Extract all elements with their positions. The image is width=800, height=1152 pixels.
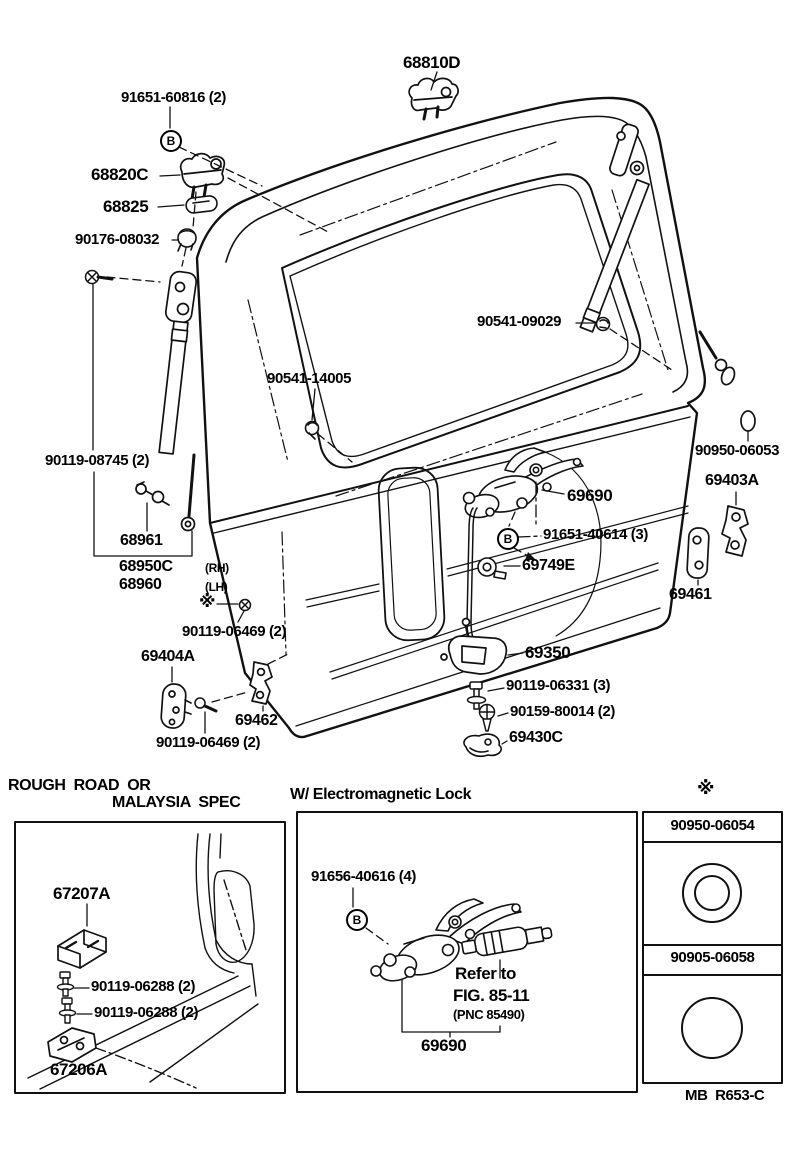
part-callout-em-lock-title: W/ Electromagnetic Lock xyxy=(290,786,472,803)
part-callout-90541-14005: 90541-14005 xyxy=(267,370,352,387)
part-callout-refer-to-3: (PNC 85490) xyxy=(453,1007,525,1022)
part-callout-69462: 69462 xyxy=(235,712,278,729)
part-callout-90119-08745: 90119-08745 (2) xyxy=(45,452,150,469)
part-callout-90119-06288-b: 90119-06288 (2) xyxy=(94,1004,199,1021)
part-callout-rough-road-1: ROUGH ROAD OR xyxy=(8,777,151,794)
circled-b-marker: B xyxy=(346,909,368,931)
part-callout-68810D: 68810D xyxy=(403,53,461,72)
part-callout-69404A: 69404A xyxy=(141,648,195,665)
part-callout-90119-06288-a: 90119-06288 (2) xyxy=(91,978,196,995)
part-callout-68960-lh: (LH) xyxy=(205,580,228,594)
part-callout-67207A: 67207A xyxy=(53,884,111,903)
part-callout-68825: 68825 xyxy=(103,197,149,216)
part-callout-68961: 68961 xyxy=(120,532,163,549)
part-callout-refer-to-1: Refer to xyxy=(455,964,517,983)
part-callout-90950-06054: 90950-06054 xyxy=(670,817,755,834)
part-callout-ref-mark-main: ※ xyxy=(199,592,216,612)
part-callout-ref-mark-box: ※ xyxy=(697,778,715,799)
part-callout-refer-to-2: FIG. 85-11 xyxy=(453,986,530,1005)
part-callout-rough-road-2: MALAYSIA SPEC xyxy=(112,794,241,811)
part-callout-69403A: 69403A xyxy=(705,472,759,489)
part-callout-69430C: 69430C xyxy=(509,729,563,746)
part-callout-69749E: 69749E xyxy=(522,557,575,574)
part-callout-68950C: 68950C xyxy=(119,558,173,575)
part-callout-90119-06469-b: 90119-06469 (2) xyxy=(156,734,261,751)
part-callout-68820C: 68820C xyxy=(91,165,149,184)
part-callout-91656-40616: 91656-40616 (4) xyxy=(311,868,416,885)
part-callout-90176-08032: 90176-08032 xyxy=(75,231,160,248)
part-callout-90119-06331: 90119-06331 (3) xyxy=(506,677,611,694)
circled-b-marker: B xyxy=(160,130,182,152)
part-callout-90541-09029: 90541-09029 xyxy=(477,313,562,330)
part-callout-67206A: 67206A xyxy=(50,1060,108,1079)
circled-b-marker: B xyxy=(497,528,519,550)
part-callout-69690-inset: 69690 xyxy=(421,1036,467,1055)
part-callout-drawing-code: MB R653-C xyxy=(685,1087,765,1104)
part-callout-90159-80014: 90159-80014 (2) xyxy=(510,703,615,720)
part-callout-69461: 69461 xyxy=(669,586,712,603)
part-callout-90119-06469-a: 90119-06469 (2) xyxy=(182,623,287,640)
part-callout-90950-06053: 90950-06053 xyxy=(695,442,780,459)
part-callout-69350: 69350 xyxy=(525,643,571,662)
part-callout-68960: 68960 xyxy=(119,576,162,593)
part-callout-90905-06058: 90905-06058 xyxy=(670,949,755,966)
part-callout-91651-40614: 91651-40614 (3) xyxy=(543,526,648,543)
part-callout-68950C-rh: (RH) xyxy=(205,561,229,575)
part-callout-91651-60816: 91651-60816 (2) xyxy=(121,89,226,106)
part-callout-69690: 69690 xyxy=(567,486,613,505)
